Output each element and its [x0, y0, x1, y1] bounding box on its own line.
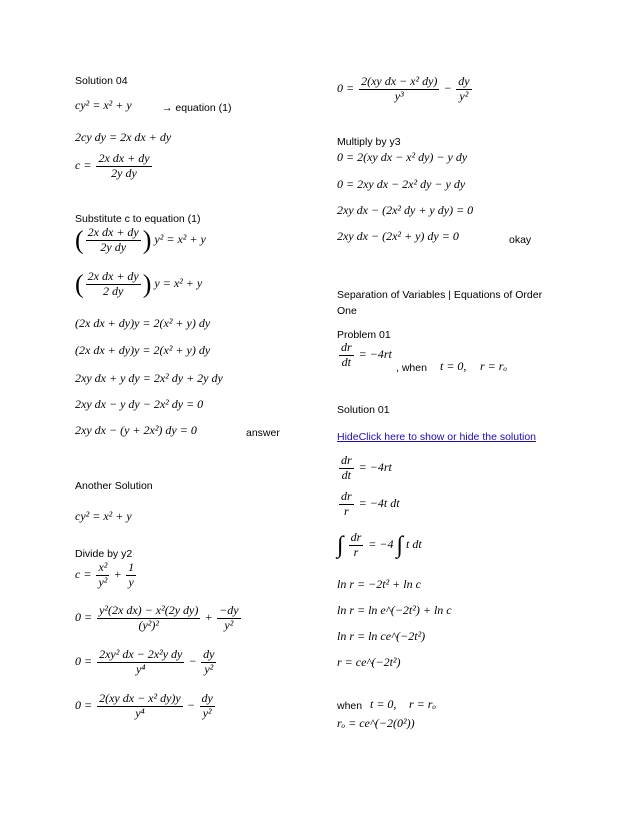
show-hide-solution-link[interactable]: HideClick here to show or hide the solution	[337, 431, 537, 443]
equation-zero-3: 0 = $\frac{\text{2(xy dx − x² dy)y}}{\text{y⁴}}$ − $\frac{dy}{\text{y²}}$	[75, 691, 213, 720]
equation-right-1: 0 = $\frac{\text{2(xy dx − x² dy)}}{\text{y³}}$ − $\frac{dy}{\text{y²}}$	[337, 74, 470, 103]
equation-right-4: 2xy dx − (2x² dy + y dy) = 0	[337, 203, 474, 217]
equation-c-divided: c = $\frac{\text{x²}}{\text{y²}}$ + $\frac{1}{y}$	[75, 560, 135, 589]
equation-right-2: 0 = 2(xy dx − x² dy) − y dy	[337, 150, 468, 164]
solution-step-8: rₒ = ce^(−2(0²))	[337, 716, 415, 730]
solution-step-6: ln r = ln ce^(−2t²)	[337, 629, 426, 643]
okay-label: okay	[509, 234, 532, 246]
equation-line-7: 2xy dx − (y + 2x²) dy = 0	[75, 423, 197, 437]
substitute-label: Substitute c to equation (1)	[75, 213, 201, 225]
solution-01-heading: Solution 01	[337, 404, 390, 416]
equation-line-4: (2x dx + dy)y = 2(x² + y) dy	[75, 343, 211, 357]
equation-line-3: (2x dx + dy)y = 2(x² + y) dy	[75, 316, 211, 330]
when-label: when	[337, 700, 363, 712]
solution-step-7: r = ce^(−2t²)	[337, 655, 401, 669]
solution-step-3: ∫ $\frac{dr}{r}$ = −4 ∫ t dt	[337, 530, 422, 559]
when-condition-r: r = rₒ	[409, 697, 436, 711]
problem-condition-r: r = rₒ	[480, 359, 507, 373]
answer-label: answer	[246, 427, 280, 439]
solution-step-4: ln r = −2t² + ln c	[337, 577, 421, 591]
equation-substituted-1: ( $\frac{\text{2x dx + dy}}{\text{2y dy}}$ ) y² = x² + y	[75, 225, 206, 255]
separation-of-variables-title: Separation of Variables | Equations of Order One	[337, 289, 543, 318]
equation-substituted-2: ( $\frac{\text{2x dx + dy}}{2 dy}$ ) y = x² + y	[75, 269, 203, 299]
problem-equation: $\frac{dr}{dt}$ = −4rt	[341, 340, 392, 369]
problem-condition-t: t = 0,	[440, 359, 467, 373]
equation-right-3: 0 = 2xy dx − 2x² dy − y dy	[337, 177, 466, 191]
equation-1-note: → equation (1)	[162, 102, 232, 114]
solution-04-heading: Solution 04	[75, 75, 128, 87]
solution-step-1: $\frac{dr}{dt}$ = −4rt	[341, 453, 392, 482]
problem-01-heading: Problem 01	[337, 329, 391, 341]
when-condition-t: t = 0,	[370, 697, 397, 711]
multiply-label: Multiply by y3	[337, 136, 401, 148]
equation-line-5: 2xy dx + y dy = 2x² dy + 2y dy	[75, 371, 223, 385]
equation-zero-2: 0 = $\frac{\text{2xy² dx − 2x²y dy}}{\text{y⁴}}$ − $\frac{dy}{\text{y²}}$	[75, 647, 215, 676]
another-solution-heading: Another Solution	[75, 480, 153, 492]
equation-cy2-again: cy² = x² + y	[75, 509, 132, 523]
solution-step-2: $\frac{dr}{r}$ = −4t dt	[341, 489, 400, 518]
equation-c-solved: c = $\frac{\text{2x dx + dy}}{\text{2y dy}}$	[75, 151, 150, 180]
equation-cy2: cy² = x² + y	[75, 98, 132, 112]
divide-label: Divide by y2	[75, 548, 133, 560]
equation-differentiated: 2cy dy = 2x dx + dy	[75, 130, 172, 144]
equation-right-5: 2xy dx − (2x² + y) dy = 0	[337, 229, 459, 243]
problem-when: , when	[396, 362, 427, 374]
equation-zero-1: 0 = $\frac{\text{y²(2x dx) − x²(2y dy)}}{\text{(y²)²}}$ + $\frac{-dy}{\text{y²}}$	[75, 603, 239, 632]
equation-line-6: 2xy dx − y dy − 2x² dy = 0	[75, 397, 204, 411]
solution-step-5: ln r = ln e^(−2t²) + ln c	[337, 603, 452, 617]
